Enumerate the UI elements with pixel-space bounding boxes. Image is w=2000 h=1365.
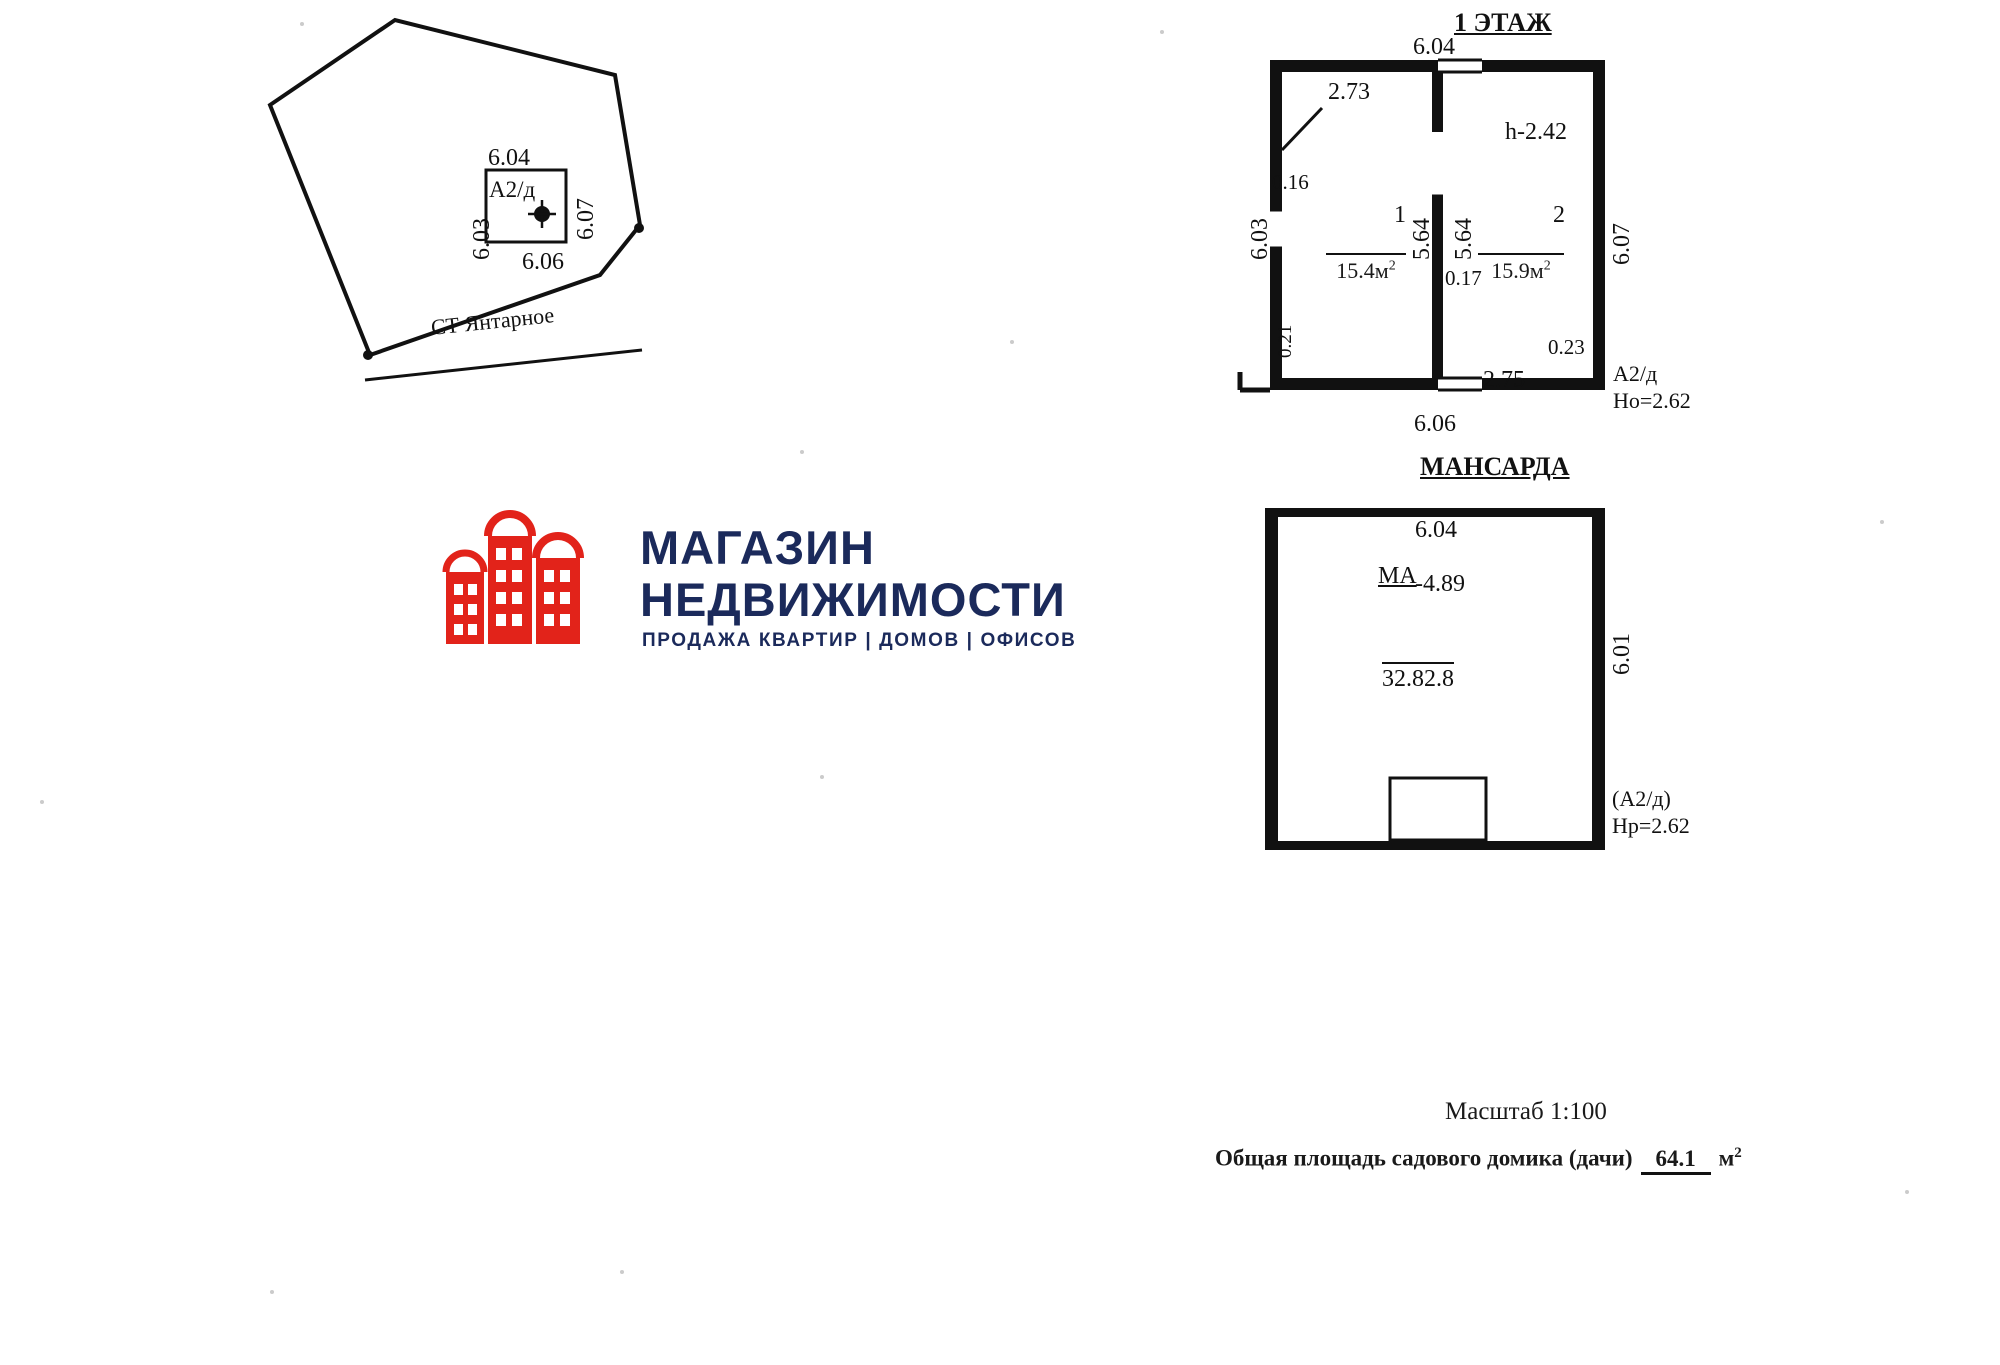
partition-upper bbox=[1432, 72, 1443, 132]
scan-speck bbox=[1010, 340, 1014, 344]
mansard-dim-top: 6.04 bbox=[1415, 517, 1457, 543]
room-2-depth: 5.64 bbox=[1451, 218, 1477, 260]
room-1 bbox=[1326, 203, 1406, 284]
floor-1-dim-bottom: 6.06 bbox=[1414, 411, 1456, 437]
mansard-wall-top bbox=[1265, 508, 1605, 517]
scan-speck bbox=[820, 775, 824, 779]
wall-left-upper bbox=[1270, 60, 1282, 148]
total-area-row bbox=[1215, 1145, 1742, 1175]
floor-1-building-code: А2/д bbox=[1613, 361, 1658, 386]
room-2 bbox=[1478, 203, 1564, 284]
site-plan-svg bbox=[290, 10, 810, 480]
total-area-unit-sup: 2 bbox=[1734, 1145, 1742, 1161]
room-1-area bbox=[1326, 253, 1406, 284]
mansard-title: МАНСАРДА bbox=[1420, 452, 1570, 481]
mansard-room-sub: -4.89 bbox=[1415, 571, 1465, 597]
room-2-number: 2 bbox=[1553, 202, 1565, 228]
floor-1-height-note: h-2.42 bbox=[1505, 119, 1567, 145]
logo-line-2: НЕДВИЖИМОСТИ bbox=[640, 573, 1066, 626]
floor-1-dim-left: 6.03 bbox=[1247, 218, 1273, 260]
mansard-height-code: Нр=2.62 bbox=[1612, 813, 1690, 838]
scan-speck bbox=[1905, 1190, 1909, 1194]
stair-opening bbox=[1390, 778, 1486, 840]
total-area-value: 64.1 bbox=[1641, 1146, 1711, 1175]
scale-label: Масштаб 1:100 bbox=[1445, 1098, 1607, 1125]
floor-1-wall-thickness-vertical: 0.21 bbox=[1275, 324, 1296, 358]
floor-1-title: 1 ЭТАЖ bbox=[1454, 8, 1552, 37]
site-dim-left: 6.03 bbox=[469, 218, 495, 260]
wall-top-left bbox=[1270, 60, 1438, 72]
site-plan bbox=[290, 10, 810, 480]
scan-speck bbox=[270, 1290, 274, 1294]
room-1-depth: 5.64 bbox=[1409, 218, 1435, 260]
mansard-room-label: МА bbox=[1378, 563, 1417, 589]
logo-line-1: МАГАЗИН bbox=[640, 521, 875, 574]
scan-speck bbox=[800, 450, 804, 454]
corner-dot bbox=[363, 350, 373, 360]
scan-speck bbox=[300, 22, 304, 26]
mansard-wall-bottom bbox=[1265, 841, 1605, 850]
floor-1-wall-thickness-left: 0.16 bbox=[1272, 170, 1309, 194]
parcel-outline bbox=[270, 20, 640, 355]
logo bbox=[440, 520, 1160, 651]
street-line bbox=[365, 350, 642, 380]
total-area-unit: м bbox=[1718, 1145, 1735, 1171]
mansard-plan bbox=[1230, 452, 1850, 1050]
site-dim-right: 6.07 bbox=[573, 198, 599, 240]
wall-left-lower bbox=[1270, 248, 1282, 390]
logo-tagline: ПРОДАЖА КВАРТИР | ДОМОВ | ОФИСОВ bbox=[642, 630, 1077, 651]
room-2-area-sup: 2 bbox=[1543, 258, 1551, 274]
site-building-label: А2/д bbox=[489, 177, 536, 202]
corner-dot bbox=[634, 223, 644, 233]
room-1-number: 1 bbox=[1394, 202, 1406, 228]
mansard-svg bbox=[1230, 560, 1850, 990]
scan-speck bbox=[620, 1270, 624, 1274]
center-marker-icon bbox=[528, 200, 556, 228]
room-1-area-sup: 2 bbox=[1388, 258, 1396, 274]
scan-speck bbox=[1160, 30, 1164, 34]
wall-bottom-left bbox=[1270, 378, 1438, 390]
mansard-wall-left bbox=[1265, 508, 1278, 850]
mansard-area: 32.82.8 bbox=[1382, 662, 1454, 691]
buildings-icon bbox=[440, 512, 620, 652]
floor-1-wall-thickness-bottom-right: 0.23 bbox=[1548, 335, 1585, 359]
mansard-dim-right: 6.01 bbox=[1609, 633, 1635, 675]
floor-1-dim-top: 6.04 bbox=[1413, 34, 1455, 60]
site-dim-bottom: 6.06 bbox=[522, 249, 564, 275]
street-label: СТ Янтарное bbox=[429, 302, 556, 340]
wall-top-right bbox=[1482, 60, 1605, 72]
floor-1-inner-bottom: 2.75 bbox=[1483, 367, 1525, 393]
floor-1-height-code: Но=2.62 bbox=[1613, 388, 1691, 413]
floor-1-dim-right: 6.07 bbox=[1609, 223, 1635, 265]
entrance-door-swing bbox=[1282, 108, 1322, 150]
floor-1-inner-top: 2.73 bbox=[1328, 79, 1370, 105]
scan-speck bbox=[40, 800, 44, 804]
mansard-wall-right bbox=[1592, 508, 1605, 850]
room-2-area-value: 15.9м bbox=[1491, 258, 1544, 283]
scan-speck bbox=[1880, 520, 1884, 524]
room-2-area bbox=[1478, 253, 1564, 284]
room-1-area-value: 15.4м bbox=[1336, 258, 1389, 283]
floor-1-wall-thickness-mid: 0.17 bbox=[1445, 266, 1482, 290]
site-dim-top: 6.04 bbox=[488, 145, 530, 171]
total-area-label: Общая площадь садового домика (дачи) bbox=[1215, 1145, 1633, 1171]
mansard-building-code: (А2/д) bbox=[1612, 786, 1671, 811]
